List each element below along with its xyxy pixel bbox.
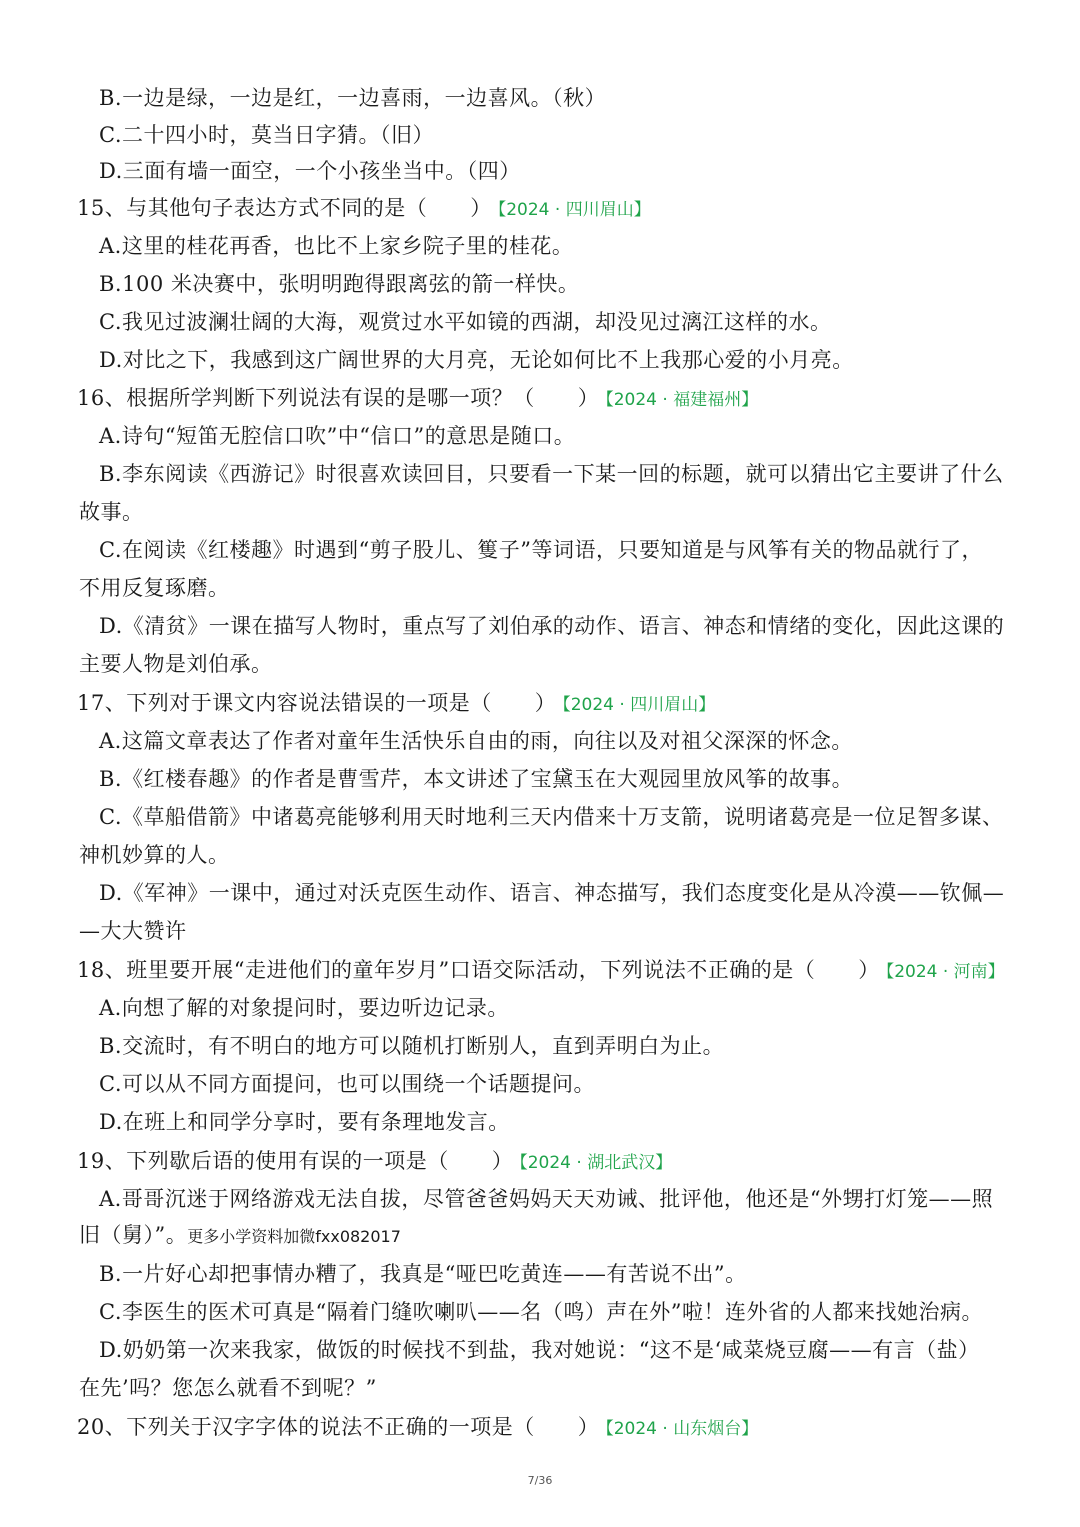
option-19a-line2 [79,1221,1080,1251]
question-17-text: 17、下列对于课文内容说法错误的一项是（ ） [77,691,557,715]
option-19d-line1: D.奶奶第一次来我家，做饭的时候找不到盐，我对她说：“这不是‘咸菜烧豆腐——有言（盐） [99,1338,980,1362]
option-19a-line2-text: 旧（舅）”。 [79,1223,188,1247]
question-16 [77,384,1080,414]
question-16-text: 16、根据所学判断下列说法有误的是哪一项？（ ） [77,386,600,410]
option-17b: B.《红楼春趣》的作者是曹雪芹，本文讲述了宝黛玉在大观园里放风筝的故事。 [99,767,854,791]
option-14c: C.二十四小时，莫当日字猜。（旧） [99,123,434,147]
option-18a: A.向想了解的对象提问时，要边听边记录。 [99,996,509,1020]
option-18b: B.交流时，有不明白的地方可以随机打断别人，直到弄明白为止。 [99,1034,725,1058]
question-15-text: 15、与其他句子表达方式不同的是（ ） [77,196,492,220]
option-16b-line1: B.李东阅读《西游记》时很喜欢读回目，只要看一下某一回的标题，就可以猜出它主要讲了什么 [99,462,1004,486]
question-15 [77,194,1080,224]
page-number: 7/36 [527,1474,553,1487]
promo-note: 更多小学资料加微fxx082017 [187,1227,401,1246]
option-15d: D.对比之下，我感到这广阔世界的大月亮，无论如何比不上我那心爱的小月亮。 [99,348,854,372]
question-18 [77,956,1080,986]
question-19 [77,1147,1080,1177]
option-15c: C.我见过波澜壮阔的大海，观赏过水平如镜的西湖，却没见过漓江这样的水。 [99,310,832,334]
question-17 [77,689,1080,719]
question-20 [77,1413,1080,1443]
option-14b: B.一边是绿，一边是红，一边喜雨，一边喜风。（秋） [99,86,607,110]
question-19-source-tag: 【2024 · 湖北武汉】 [519,1153,673,1173]
option-16b-line2: 故事。 [79,500,144,524]
option-16c-line1: C.在阅读《红楼趣》时遇到“剪子股儿、篗子”等词语，只要知道是与风筝有关的物品就行了， [99,538,983,562]
question-20-source-tag: 【2024 · 山东烟台】 [605,1419,759,1439]
option-15a: A.这里的桂花再香，也比不上家乡院子里的桂花。 [99,234,574,258]
option-15b: B.100 米决赛中，张明明跑得跟离弦的箭一样快。 [99,272,580,296]
question-19-text: 19、下列歇后语的使用有误的一项是（ ） [77,1149,514,1173]
option-17c-line1: C.《草船借箭》中诸葛亮能够利用天时地利三天内借来十万支箭，说明诸葛亮是一位足智多谋、 [99,805,1004,829]
option-17c-line2: 神机妙算的人。 [79,843,230,867]
option-16d-line2: 主要人物是刘伯承。 [79,652,273,676]
option-17d-line2: —大大赞许 [79,919,187,943]
question-20-text: 20、下列关于汉字字体的说法不正确的一项是（ ） [77,1415,600,1439]
option-16a: A.诗句“短笛无腔信口吹”中“信口”的意思是随口。 [99,424,576,448]
option-17a: A.这篇文章表达了作者对童年生活快乐自由的雨，向往以及对祖父深深的怀念。 [99,729,853,753]
option-19b: B.一片好心却把事情办糟了，我真是“哑巴吃黄连——有苦说不出”。 [99,1262,747,1286]
question-18-text: 18、班里要开展“走进他们的童年岁月”口语交际活动，下列说法不正确的是（ ） [77,958,880,982]
question-17-source-tag: 【2024 · 四川眉山】 [562,695,716,715]
option-14d: D.三面有墙一面空，一个小孩坐当中。（四） [99,159,521,183]
option-17d-line1: D.《军神》一课中，通过对沃克医生动作、语言、神态描写，我们态度变化是从冷漠——钦佩— [99,881,1005,905]
option-18d: D.在班上和同学分享时，要有条理地发言。 [99,1110,510,1134]
question-16-source-tag: 【2024 · 福建福州】 [605,390,759,410]
question-18-source-tag: 【2024 · 河南】 [885,962,1005,982]
option-19c: C.李医生的医术可真是“隔着门缝吹喇叭——名（鸣）声在外”啦！连外省的人都来找她治病。 [99,1300,983,1324]
option-19a-line1: A.哥哥沉迷于网络游戏无法自拔，尽管爸爸妈妈天天劝诫、批评他，他还是“外甥打灯笼——照 [99,1187,994,1211]
option-18c: C.可以从不同方面提问，也可以围绕一个话题提问。 [99,1072,595,1096]
option-16d-line1: D.《清贫》一课在描写人物时，重点写了刘伯承的动作、语言、神态和情绪的变化，因此这课的 [99,614,1005,638]
option-16c-line2: 不用反复琢磨。 [79,576,230,600]
question-15-source-tag: 【2024 · 四川眉山】 [497,200,651,220]
option-19d-line2: 在先’吗？您怎么就看不到呢？” [79,1376,377,1400]
